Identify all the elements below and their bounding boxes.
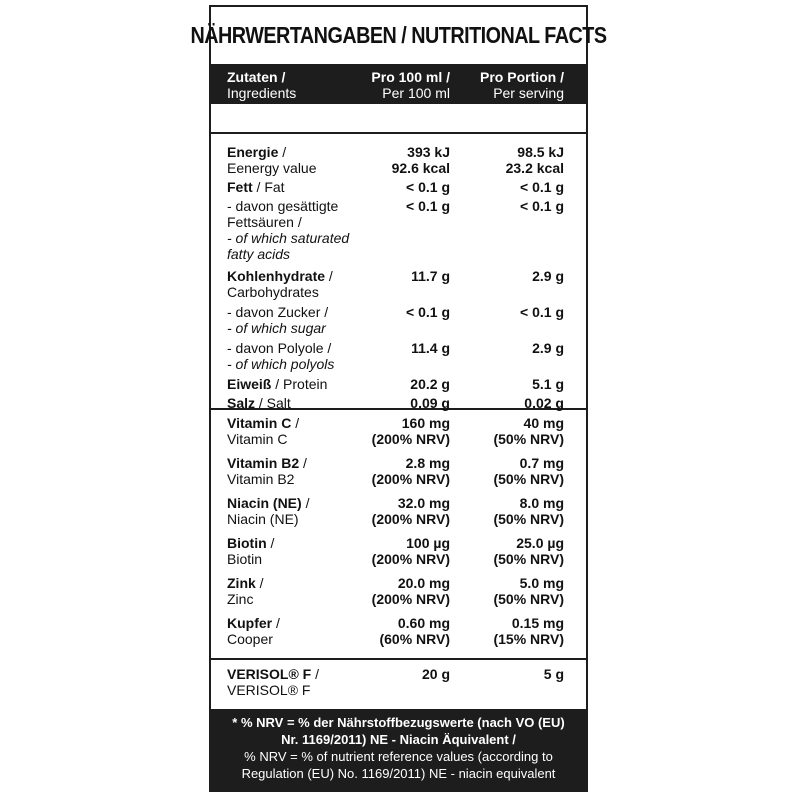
spacer-row: [211, 104, 586, 134]
nutrition-label: [190, 5, 607, 792]
macros-section: Energie / Eenergy value 393 kJ 92.6 kcal 98.5 kJ 23.2 kcal Fett / Fat < 0.1 g < 0.1 g - davon gesättigte Fettsäuren / - of which saturated fatty acids < 0.1 g < 0.1 g Kohlenhydrate / Carbohydrates 11.7 g 2.9 g - davon Zucker / - of which sugar < 0.1 g < 0.1 g - davon Polyole / - of which polyols 11.4 g 2.9 g Eiweiß / Protein 20.2 g 5.1 g Salz / Salt 0.09 g 0.02 g: [227, 144, 564, 411]
table-header: [211, 64, 586, 104]
label-title: NÄHRWERTANGABEN / NUTRITIONAL FACTS: [190, 22, 607, 48]
footer-note: * % NRV = % der Nährstoffbezugswerte (nach VO (EU) Nr. 1169/2011) NE - Niacin Äquivalent / % NRV = % of nutrient reference values (according to Regulation (EU) No. 1169/2011) NE - niacin equivalent: [211, 709, 586, 790]
vitamins-section: Vitamin C / Vitamin C 160 mg (200% NRV) 40 mg (50% NRV) Vitamin B2 / Vitamin B2 2.8 mg (200% NRV) 0.7 mg (50% NRV) Niacin (NE) / Niacin (NE) 32.0 mg (200% NRV) 8.0 mg (50% NRV) Biotin / Biotin 100 µg (200% NRV) 25.0 µg (50% NRV) Zink / Zinc 20.0 mg (200% NRV) 5.0 mg (50% NRV) Kupfer / Cooper 0.60 mg (60% NRV) 0.15 mg (15% NRV): [227, 415, 564, 647]
header-ingredients: Zutaten / Ingredients: [227, 69, 297, 101]
verisol-section: VERISOL® F / VERISOL® F 20 g 5 g: [227, 666, 564, 698]
header-per-100ml: Pro 100 ml / Per 100 ml: [371, 69, 450, 101]
header-per-serving: Pro Portion / Per serving: [480, 69, 564, 101]
